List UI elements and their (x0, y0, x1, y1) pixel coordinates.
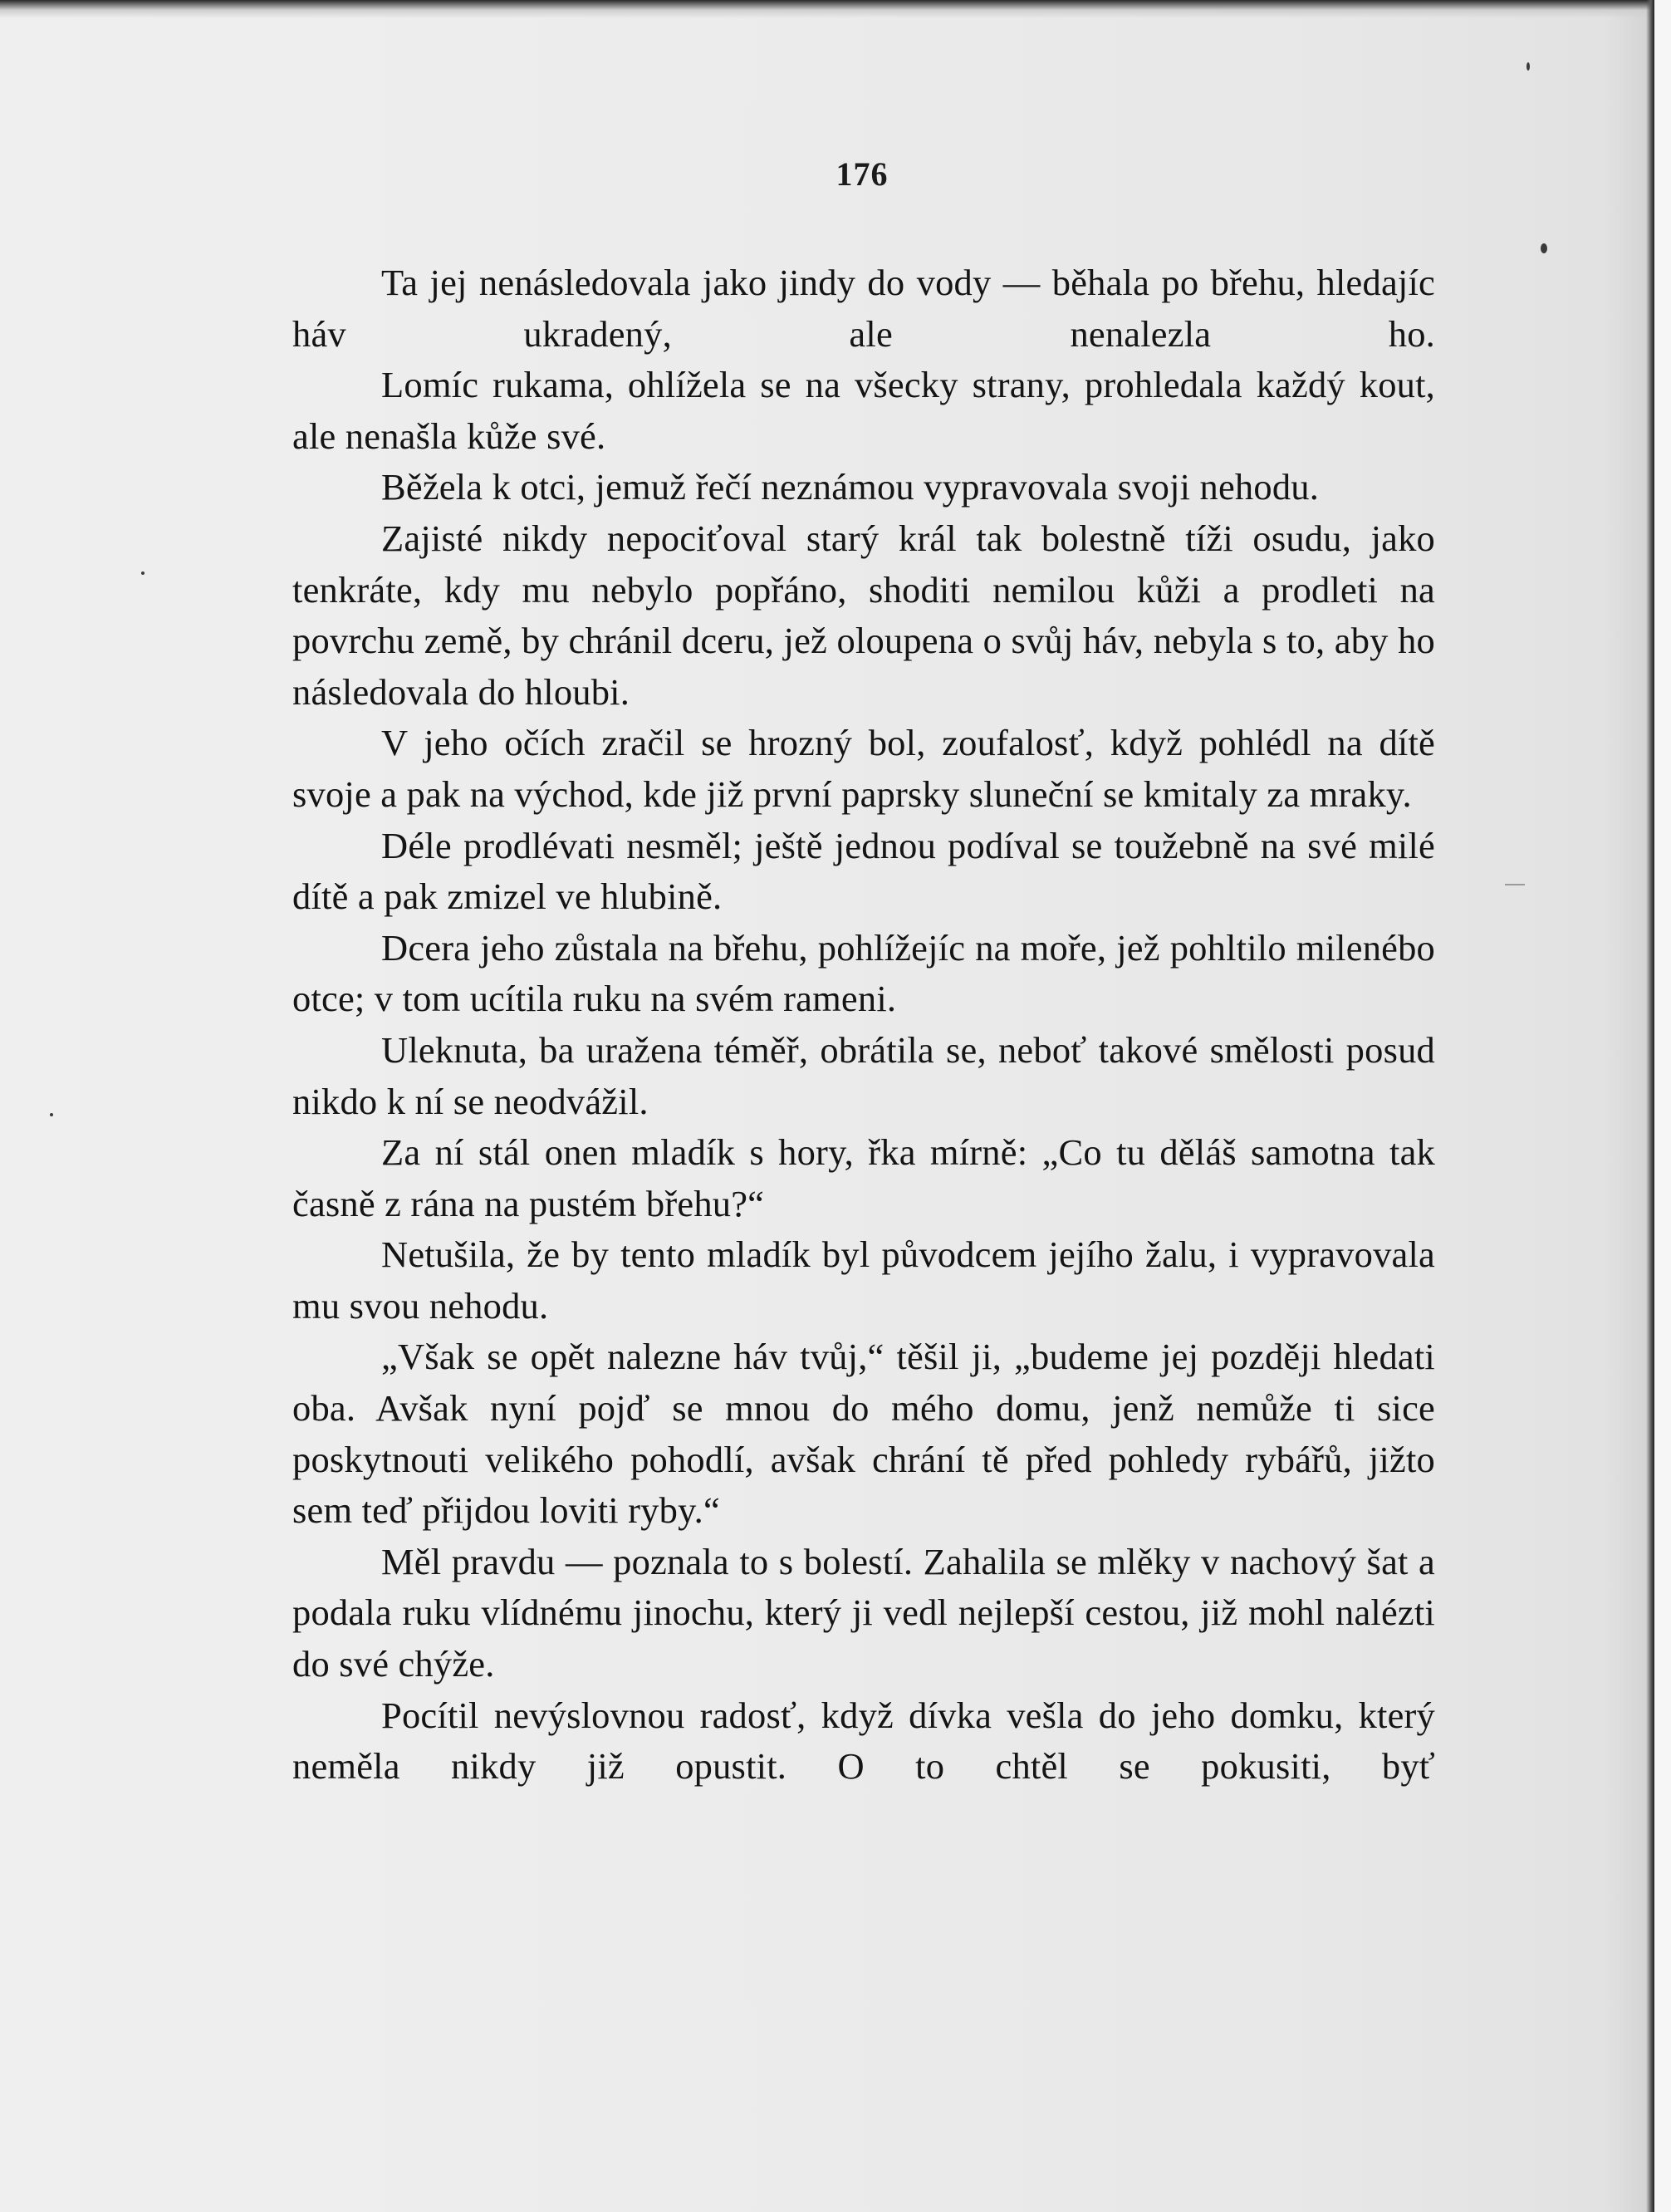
paragraph: Měl pravdu — poznala to s bolestí. Zahalila se mlěky v nachový šat a podala ruku vlídnému jinochu, který ji vedl nejlepší cestou, již mohl nalézti do své chýže. (292, 1540, 1435, 1685)
paragraph: Za ní stál onen mladík s hory, řka mírně: „Co tu děláš samotna tak časně z rána na pustém břehu?“ (292, 1131, 1435, 1224)
page-right-margin (1654, 0, 1671, 2212)
scan-speck (141, 571, 145, 575)
paragraph: Pocítil nevýslovnou radosť, když dívka vešla do jeho domku, který neměla nikdy již opustit. O to chtěl se pokusiti, byť (292, 1694, 1435, 1788)
page-right-edge-shadow (1646, 0, 1654, 2212)
body-text (292, 257, 1435, 1793)
paragraph: V jeho očích zračil se hrozný bol, zoufalosť, když pohlédl na dítě svoje a pak na východ, kde již první paprsky sluneční se kmitaly za mraky. (292, 722, 1435, 815)
scan-speck (50, 1113, 53, 1116)
paragraph: Uleknuta, ba uražena téměř, obrátila se, neboť takové smělosti posud nikdo k ní se neodvážil. (292, 1028, 1435, 1122)
paragraph: Déle prodlévati nesměl; ještě jednou podíval se toužebně na své milé dítě a pak zmizel ve hlubině. (292, 824, 1435, 918)
scan-speck (1541, 243, 1547, 253)
page-number: 176 (836, 155, 889, 193)
page-top-edge (0, 0, 1671, 18)
paragraph: Běžela k otci, jemuž řečí neznámou vypravovala svoji nehodu. (381, 466, 1320, 508)
scan-speck (1526, 62, 1530, 71)
paragraph: Lomíc rukama, ohlížela se na všecky strany, prohledala každý kout, ale nenašla kůže své. (292, 364, 1435, 457)
paragraph: Netušila, že by tento mladík byl původcem jejího žalu, i vypravovala mu svou nehodu. (292, 1234, 1435, 1327)
paragraph: Dcera jeho zůstala na břehu, pohlížejíc na moře, jež pohltilo milenébo otce; v tom ucítila ruku na svém rameni. (292, 926, 1435, 1020)
paragraph: Ta jej nenásledovala jako jindy do vody — běhala po břehu, hledajíc háv ukradený, ale nenalezla ho. (292, 262, 1435, 355)
paragraph: „Však se opět nalezne háv tvůj,“ těšil ji, „budeme jej později hledati oba. Avšak nyní pojď se mnou do mého domu, jenž nemůže ti sice poskytnouti velikého pohodlí, avšak chrání tě před pohledy rybářů, jižto sem teď přijdou loviti ryby.“ (292, 1336, 1435, 1532)
paragraph: Zajisté nikdy nepociťoval starý král tak bolestně tíži osudu, jako tenkráte, kdy mu nebylo popřáno, shoditi nemilou kůži a prodleti na povrchu země, by chránil dceru, jež oloupena o svůj háv, nebyla s to, aby ho následovala do hloubi. (292, 517, 1435, 713)
scan-speck (1505, 884, 1525, 885)
